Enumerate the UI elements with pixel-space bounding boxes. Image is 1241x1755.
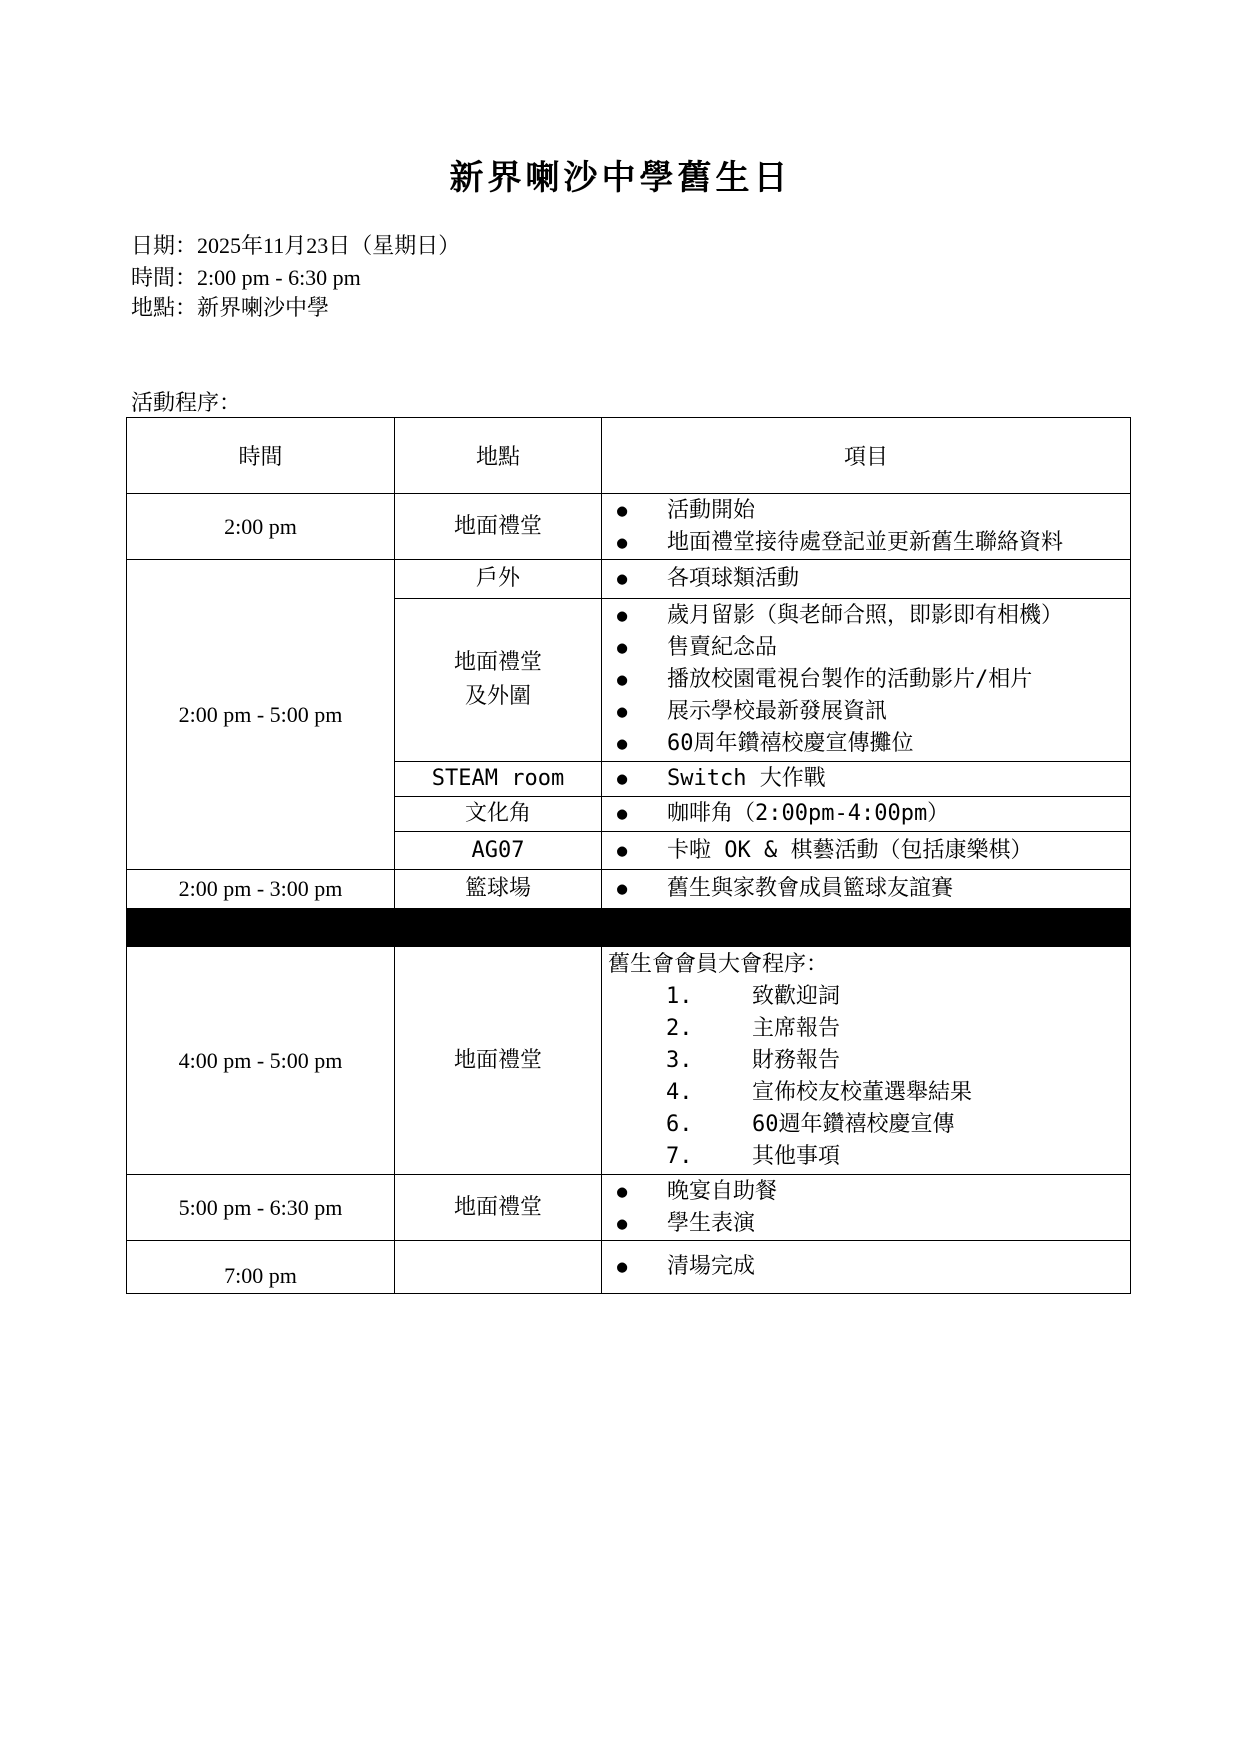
list-item: ● 歲月留影（與老師合照，即影即有相機）	[612, 600, 1130, 632]
item-list	[602, 1251, 1130, 1283]
location-cell: 籃球場	[395, 870, 602, 909]
agenda-number: 7.	[666, 1143, 693, 1169]
list-item: ● 各項球類活動	[612, 563, 1130, 595]
header-location: 地點	[395, 418, 602, 494]
agenda-number: 1.	[666, 983, 693, 1009]
venue-label: 地點：	[131, 296, 198, 321]
date-label: 日期：	[131, 234, 198, 259]
header-items: 項目	[602, 418, 1131, 494]
table-row	[127, 560, 1131, 599]
location-cell: 戶外	[395, 560, 602, 599]
list-item: ● 地面禮堂接待處登記並更新舊生聯絡資料	[612, 527, 1130, 559]
list-item: ● 活動開始	[612, 495, 1130, 527]
item-list	[602, 495, 1130, 559]
location-cell: 地面禮堂	[395, 1175, 602, 1241]
location-cell: 地面禮堂	[395, 947, 602, 1175]
location-line: 地面禮堂	[453, 650, 542, 675]
agenda-item	[602, 1077, 1130, 1109]
redacted-cell	[395, 909, 602, 947]
date-line	[131, 230, 460, 263]
table-row	[127, 870, 1131, 909]
item-list	[602, 763, 1130, 795]
list-item: ● 展示學校最新發展資訊	[612, 696, 1130, 728]
table-row	[127, 1175, 1131, 1241]
location-cell	[395, 1241, 602, 1294]
agenda-item	[602, 1045, 1130, 1077]
list-item: ● 舊生與家教會成員籃球友誼賽	[612, 873, 1130, 905]
date-value: 2025年11月23日（星期日）	[197, 233, 461, 258]
item-list	[602, 798, 1130, 830]
agenda-text: 60週年鑽禧校慶宣傳	[752, 1111, 955, 1137]
item-list	[602, 835, 1130, 867]
agenda-item	[602, 1141, 1130, 1173]
redacted-cell	[602, 909, 1131, 947]
agenda-text: 宣佈校友校董選舉結果	[752, 1079, 973, 1105]
table-header-row	[127, 418, 1131, 494]
header-time: 時間	[127, 418, 395, 494]
venue-line	[131, 293, 329, 325]
list-item: ● 播放校園電視台製作的活動影片/相片	[612, 664, 1130, 696]
agenda-text: 財務報告	[752, 1047, 841, 1073]
table-row	[127, 494, 1131, 560]
time-cell: 4:00 pm - 5:00 pm	[127, 947, 395, 1175]
agenda-text: 其他事項	[752, 1143, 841, 1169]
agenda-number: 4.	[666, 1079, 693, 1105]
list-item: ● 卡啦 OK & 棋藝活動（包括康樂棋）	[612, 835, 1130, 867]
agenda-text: 主席報告	[752, 1015, 841, 1041]
location-cell	[395, 599, 602, 762]
agenda-title: 舊生會會員大會程序：	[608, 951, 829, 977]
list-item: ● Switch 大作戰	[612, 763, 1130, 795]
venue-value: 新界喇沙中學	[197, 296, 330, 321]
agenda-item	[602, 981, 1130, 1013]
location-cell: 地面禮堂	[395, 494, 602, 560]
redacted-cell	[127, 909, 395, 947]
agenda-number: 2.	[666, 1015, 693, 1041]
agenda-number: 6.	[666, 1111, 693, 1137]
list-item: ● 晚宴自助餐	[612, 1176, 1130, 1208]
time-cell: 2:00 pm	[127, 494, 395, 560]
agenda-item	[602, 1109, 1130, 1141]
time-line	[131, 262, 361, 295]
location-cell: STEAM room	[395, 762, 602, 797]
items-cell	[602, 560, 1131, 599]
list-item: ● 咖啡角（2:00pm-4:00pm）	[612, 798, 1130, 830]
items-cell	[602, 1175, 1131, 1241]
location-line: 及外圍	[464, 684, 531, 709]
item-list	[602, 600, 1130, 760]
agenda-number: 3.	[666, 1047, 693, 1073]
list-item: ● 學生表演	[612, 1208, 1130, 1240]
agenda-text: 致歡迎詞	[752, 983, 841, 1009]
list-item: ● 60周年鑽禧校慶宣傳攤位	[612, 728, 1130, 760]
time-value: 2:00 pm - 6:30 pm	[197, 265, 361, 290]
items-cell	[602, 1241, 1131, 1294]
redacted-row	[127, 909, 1131, 947]
items-cell	[602, 832, 1131, 870]
location-cell: 文化角	[395, 797, 602, 832]
item-list	[602, 563, 1130, 595]
location-cell: AG07	[395, 832, 602, 870]
item-list	[602, 1176, 1130, 1240]
items-cell	[602, 762, 1131, 797]
page-title: 新界喇沙中學舊生日	[449, 158, 792, 198]
table-row	[127, 947, 1131, 1175]
items-cell	[602, 947, 1131, 1175]
agenda-list	[602, 981, 1130, 1173]
time-cell: 7:00 pm	[127, 1241, 395, 1294]
schedule-label: 活動程序：	[131, 391, 242, 416]
time-cell: 2:00 pm - 3:00 pm	[127, 870, 395, 909]
time-label: 時間：	[131, 266, 198, 291]
items-cell	[602, 599, 1131, 762]
items-cell	[602, 797, 1131, 832]
items-cell	[602, 494, 1131, 560]
item-list	[602, 873, 1130, 905]
agenda-item	[602, 1013, 1130, 1045]
list-item: ● 清場完成	[612, 1251, 1130, 1283]
time-cell: 2:00 pm - 5:00 pm	[127, 560, 395, 870]
schedule-table	[126, 417, 1131, 1294]
items-cell	[602, 870, 1131, 909]
list-item: ● 售賣紀念品	[612, 632, 1130, 664]
table-row	[127, 1241, 1131, 1294]
time-cell: 5:00 pm - 6:30 pm	[127, 1175, 395, 1241]
